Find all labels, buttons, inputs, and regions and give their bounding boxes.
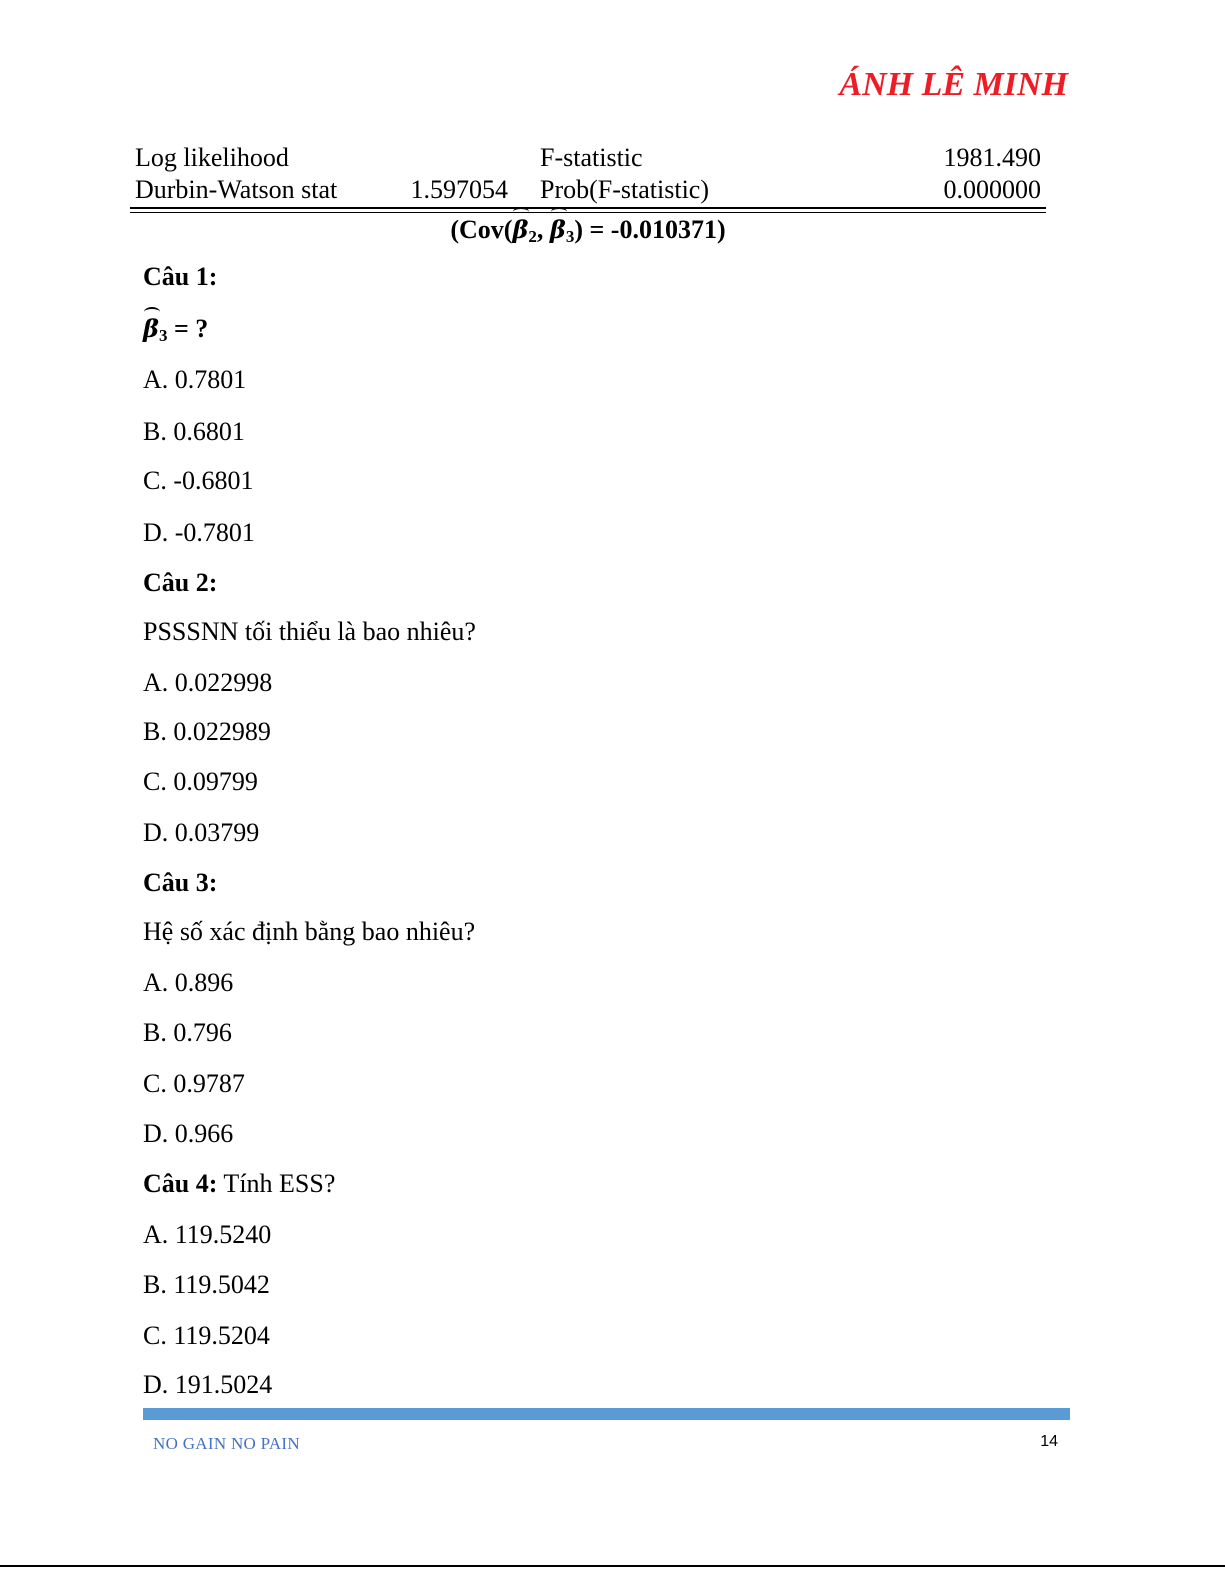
- answer-option: D. 0.03799: [143, 818, 260, 847]
- question-title: Câu 2:: [143, 568, 218, 597]
- answer-option: A. 0.022998: [143, 668, 273, 697]
- beta-hat-symbol: β: [512, 212, 528, 248]
- answer-option: A. 0.7801: [143, 365, 247, 394]
- answer-option: B. 119.5042: [143, 1270, 270, 1299]
- author-header: ÁNH LÊ MINH: [839, 66, 1068, 103]
- question-prompt: Hệ số xác định bằng bao nhiêu?: [143, 917, 476, 946]
- stats-row: [130, 142, 1046, 174]
- beta-hat-symbol: β: [550, 212, 566, 248]
- answer-option: C. 0.9787: [143, 1069, 245, 1098]
- question-prompt: $\beta_3$ = ?: [143, 314, 209, 345]
- question-title: Câu 1:: [143, 262, 218, 291]
- stat-value: 1.597054: [410, 175, 508, 204]
- stat-label: Durbin-Watson stat: [135, 175, 338, 204]
- answer-option: A. 0.896: [143, 968, 234, 997]
- answer-option: B. 0.6801: [143, 417, 245, 446]
- answer-option: C. 0.09799: [143, 767, 258, 796]
- stat-label: Log likelihood: [135, 143, 289, 172]
- answer-option: D. -0.7801: [143, 518, 255, 547]
- page-edge-line: [0, 1565, 1225, 1567]
- page-number: 14: [1040, 1433, 1058, 1450]
- question-title: Câu 4:: [143, 1169, 218, 1198]
- answer-option: D. 191.5024: [143, 1370, 273, 1399]
- footer-divider: [143, 1408, 1070, 1420]
- question-title-inline: [143, 1169, 335, 1199]
- question-prompt: Tính ESS?: [217, 1169, 336, 1198]
- beta-hat-symbol: β: [143, 314, 159, 343]
- stat-value: 0.000000: [943, 175, 1041, 204]
- answer-option: B. 0.022989: [143, 717, 271, 746]
- stat-value: 1981.490: [943, 143, 1041, 172]
- footer-motto: NO GAIN NO PAIN: [153, 1434, 300, 1453]
- question-title: Câu 3:: [143, 868, 218, 897]
- stat-label: F-statistic: [540, 143, 643, 172]
- answer-option: B. 0.796: [143, 1018, 232, 1047]
- regression-stats-table: [130, 142, 1046, 206]
- answer-option: C. 119.5204: [143, 1321, 270, 1350]
- stat-label: Prob(F-statistic): [540, 175, 709, 204]
- answer-option: A. 119.5240: [143, 1220, 272, 1249]
- stats-row: [130, 174, 1046, 206]
- question-prompt: PSSSNN tối thiểu là bao nhiêu?: [143, 617, 476, 646]
- covariance-note: ($Cov(\beta_2$, $\beta_3) = -0.010371$): [130, 212, 1046, 255]
- answer-option: C. -0.6801: [143, 466, 254, 495]
- answer-option: D. 0.966: [143, 1119, 234, 1148]
